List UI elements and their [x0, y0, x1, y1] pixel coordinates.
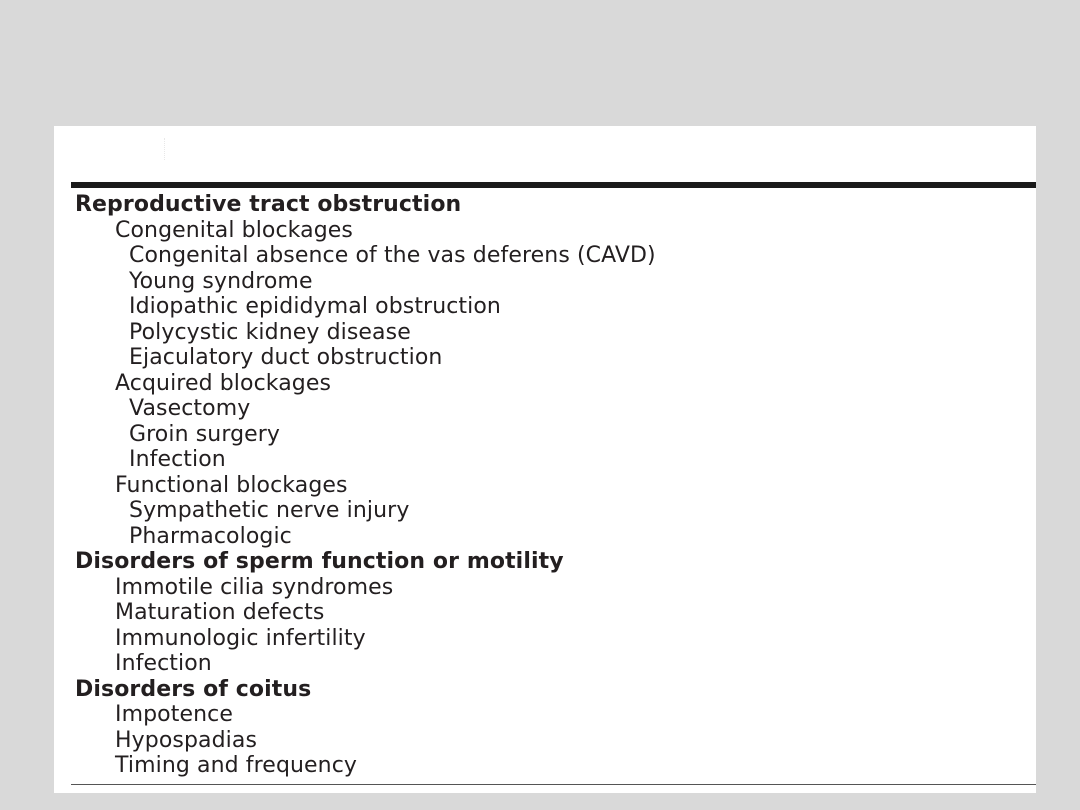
table-bottom-rule: [71, 784, 1036, 785]
classification-list: [75, 192, 656, 779]
list-item-subcategory: Impotence: [115, 702, 233, 727]
list-item-detail: Pharmacologic: [129, 523, 292, 549]
table-top-rule: [71, 182, 1036, 188]
list-item-detail: Ejaculatory duct obstruction: [129, 345, 443, 370]
list-item-detail: Vasectomy: [129, 396, 251, 421]
list-item-detail: Idiopathic epididymal obstruction: [129, 294, 501, 319]
list-item-subcategory: Functional blockages: [115, 472, 348, 498]
list-item-subcategory: Hypospadias: [115, 727, 258, 753]
list-item-subcategory: Immunologic infertility: [115, 625, 366, 651]
list-item-subcategory: Immotile cilia syndromes: [115, 574, 394, 600]
list-item-detail: Polycystic kidney disease: [129, 319, 411, 345]
list-item-detail: Sympathetic nerve injury: [129, 498, 410, 523]
list-item-detail: Groin surgery: [129, 421, 281, 447]
list-item-detail: Young syndrome: [129, 268, 313, 294]
list-item-subcategory: Timing and frequency: [115, 753, 358, 778]
faint-mark: [164, 138, 166, 160]
list-item-subcategory: Acquired blockages: [115, 370, 332, 396]
list-item-category: Reproductive tract obstruction: [75, 192, 462, 217]
list-item-subcategory: Congenital blockages: [115, 217, 353, 243]
list-item-category: Disorders of coitus: [75, 676, 312, 702]
list-item-subcategory: Maturation defects: [115, 600, 325, 625]
list-item-subcategory: Infection: [115, 651, 212, 676]
table-panel: [54, 126, 1036, 793]
list-item-detail: Infection: [129, 447, 226, 472]
list-item-category: Disorders of sperm function or motility: [75, 549, 564, 574]
list-item-detail: Congenital absence of the vas deferens (CAVD): [129, 243, 656, 268]
